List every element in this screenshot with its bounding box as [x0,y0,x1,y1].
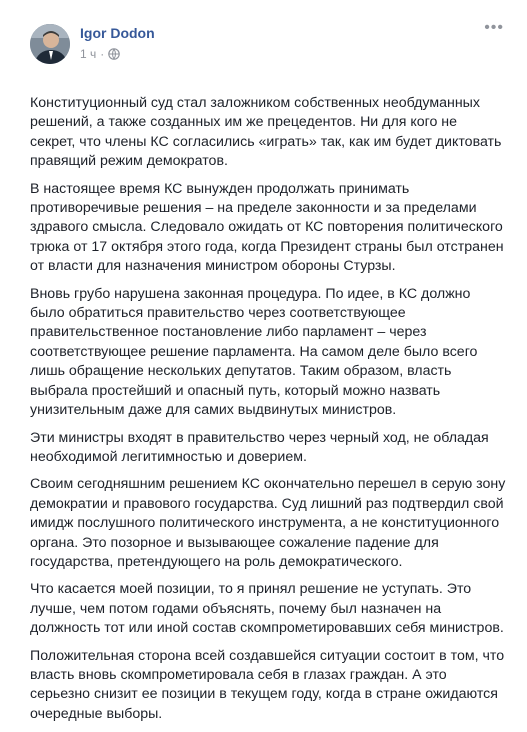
meta-separator: · [100,47,105,61]
post-paragraph: В настоящее время КС вынужден продолжать принимать противоречивые решения – на пределе законности и за пределами здравого смысла. Следовало ожидать от КС повторения политического трюка от 17 октября этого года, когда Президент страны был отстранен от власти для назначения министром обороны Стурзы. [30,180,504,275]
avatar-image [30,24,70,64]
post-paragraph: Положительная сторона всей создавшейся ситуации состоит в том, что власть вновь скомпрометировала себя в глазах граждан. А это серьезно снизит ее позиции в текущем году, когда в стране ожидаются очередные выборы. [30,647,505,722]
post-timestamp[interactable]: 1 ч [80,47,97,61]
post-body [30,94,506,732]
post-meta [80,46,155,62]
post-paragraph: Что касается моей позиции, то я принял решение не уступать. Это лучше, чем потом годами объяснять, почему был назначен на должность тот или иной состав скомпрометировавших себя министров. [30,581,504,637]
author-block [80,24,155,62]
avatar[interactable] [30,24,70,64]
post-paragraph: Вновь грубо нарушена законная процедура. По идее, в КС должно было обратиться правительство через соответствующее правительственное постановление либо парламент – через соответствующее решение парламента. На самом деле было всего лишь обращение нескольких депутатов. Таким образом, власть выбрала простейший и опасный путь, который можно назвать унизительным даже для самих выдвинутых министров. [30,285,478,419]
more-options-icon[interactable]: ••• [484,19,504,36]
author-name-link[interactable]: Igor Dodon [80,25,155,41]
post-paragraph: Своим сегодняшним решением КС окончательно перешел в серую зону демократии и правового государства. Суд лишний раз подтвердил свой имидж послушного политического инструмента, а не конституционного органа. Это позорное и вызывающее сожаление падение для государства, претендующего на роль демократического. [30,476,506,570]
post-paragraph: Конституционный суд стал заложником собственных необдуманных решений, а также созданных им же прецедентов. Ни для кого не секрет, что члены КС согласились «играть» так, как им будет диктовать правящий режим демократов. [30,95,502,170]
post-paragraph: Эти министры входят в правительство через черный ход, не обладая необходимой легитимностью и доверием. [30,429,489,465]
post-header [30,20,510,70]
globe-icon[interactable] [108,48,120,60]
